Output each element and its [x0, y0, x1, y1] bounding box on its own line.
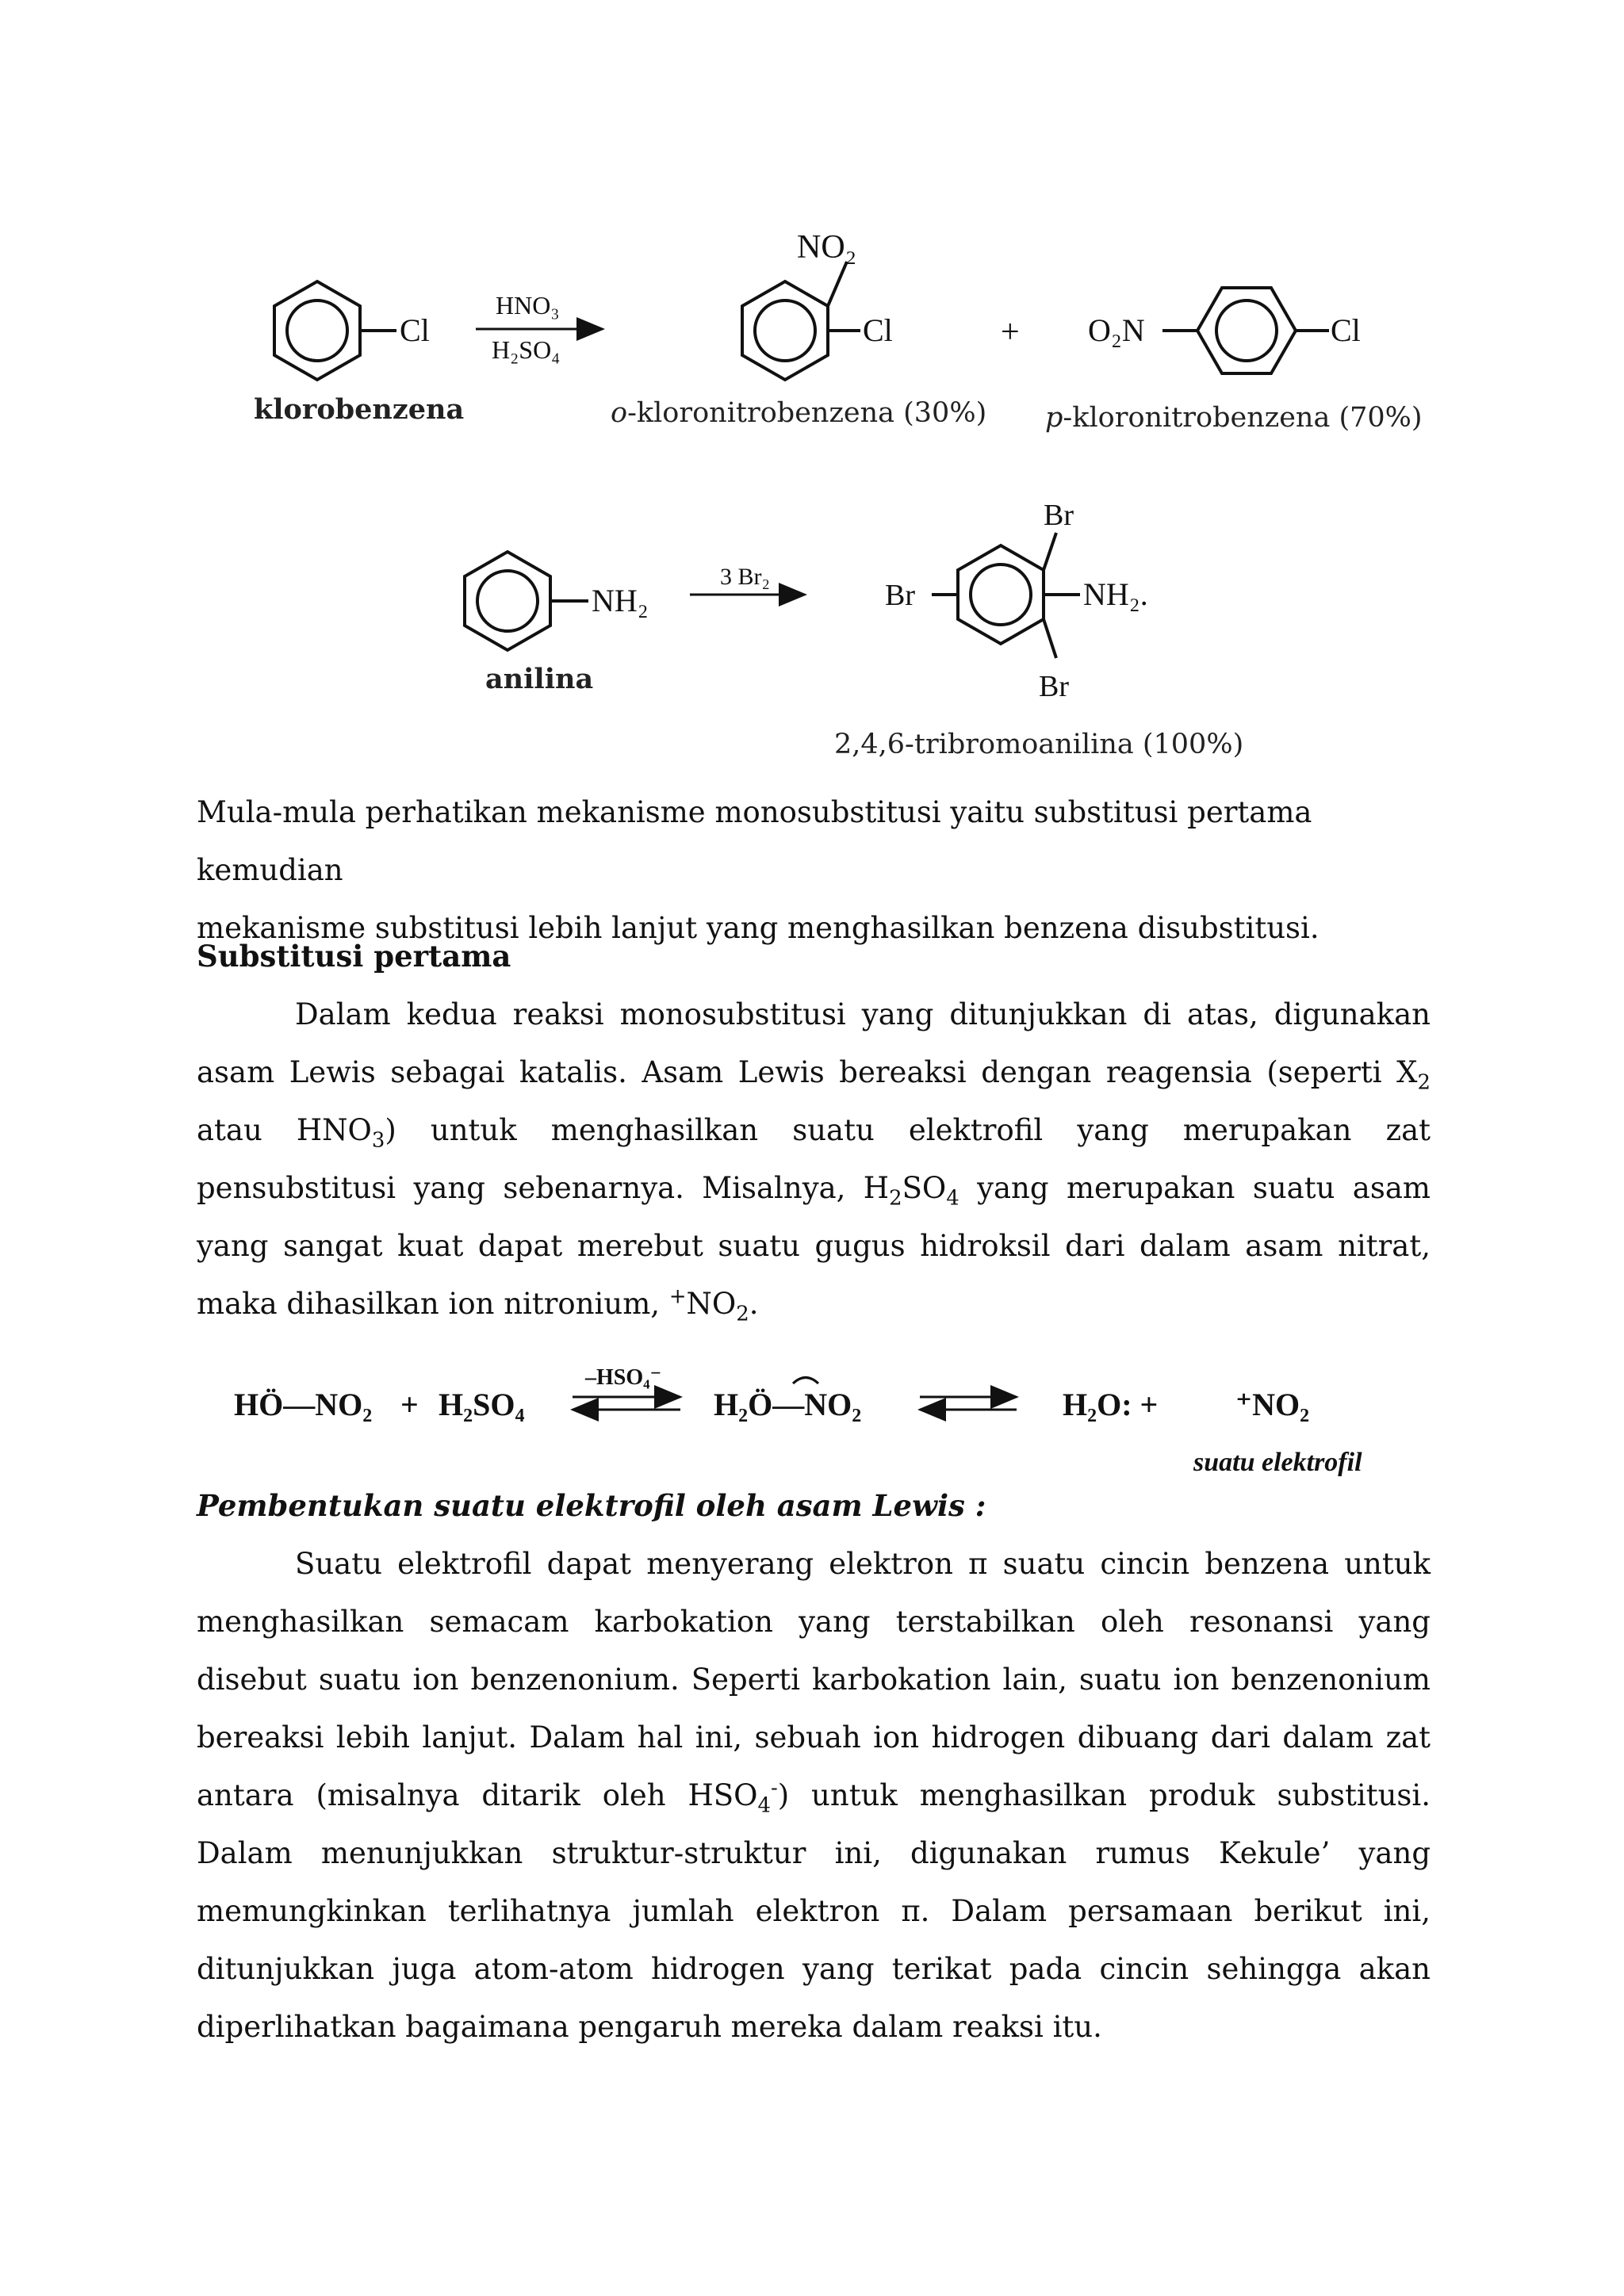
- ortho-cl: Cl: [863, 312, 893, 348]
- aniline-nh2: NH₂: [592, 583, 649, 618]
- intro-line-2: mekanisme substitusi lebih lanjut yang menghasilkan benzena disubstitusi.: [197, 911, 1320, 945]
- para-o2n-group: O₂N: [1088, 312, 1145, 348]
- reagent-3br2: 3 Br₂: [720, 564, 770, 590]
- section-2-heading: Pembentukan suatu elektrofil oleh asam Lewis :: [197, 1488, 986, 1523]
- eq-curved-arrow: [793, 1378, 818, 1384]
- tribromoaniline-name: 2,4,6-tribromoanilina (100%): [834, 729, 1244, 760]
- eq-water: H₂O: +: [1063, 1387, 1159, 1422]
- ortho-product-structure: [742, 262, 860, 380]
- eq-protonated-intermediate: H₂Ö—NO₂: [714, 1387, 862, 1422]
- section-substitusi-pertama: [197, 928, 1431, 1333]
- section-2-paragraph: Suatu elektrofil dapat menyerang elektron π suatu cincin benzena untuk menghasilkan semacam karbokation yang terstabilkan oleh resonansi yang disebut suatu ion benzenonium. Seperti karbokation lain, suatu ion benzenonium bereaksi lebih lanjut. Dalam hal ini, sebuah ion hidrogen dibuang dari dalam zat antara (misalnya ditarik oleh $HSO_4^-$) untuk menghasilkan produk substitusi. Dalam menunjukkan struktur-struktur ini, digunakan rumus Kekule’ yang memungkinkan terlihatnya jumlah elektron π. Dalam persamaan berikut ini, ditunjukkan juga atom-atom hidrogen yang terikat pada cincin sehingga akan diperlihatkan bagaimana pengaruh mereka dalam reaksi itu.: [197, 1547, 1431, 2044]
- eq-plus-1: +: [400, 1387, 419, 1422]
- eq-hono2: HÖ—NO₂: [234, 1387, 373, 1422]
- tribromo-br-bottom: Br: [1039, 670, 1069, 703]
- ortho-product-name: o-kloronitrobenzena (30%): [611, 397, 987, 429]
- para-cl: Cl: [1331, 312, 1361, 348]
- para-product-structure: [1162, 288, 1329, 373]
- tribromo-br-top: Br: [1044, 499, 1074, 532]
- tribromo-nh2: NH₂.: [1083, 576, 1148, 612]
- nitronium-equation: [234, 1365, 1362, 1477]
- intro-line-1: Mula-mula perhatikan mekanisme monosubstitusi yaitu substitusi pertama kemudian: [197, 795, 1312, 887]
- eq-arrow-1-label: –HSO₄⁻: [585, 1365, 662, 1390]
- eq-h2so4: H₂SO₄: [439, 1387, 525, 1422]
- eq-electrophile-label: suatu elektrofil: [1193, 1448, 1362, 1477]
- reagent-hno3: HNO₃: [496, 291, 560, 320]
- para-product-name: p-kloronitrobenzena (70%): [1045, 402, 1423, 434]
- chlorobenzene-structure: [274, 281, 396, 380]
- ortho-no2-group: NO₂: [797, 229, 857, 266]
- section-1-heading: Substitusi pertama: [197, 939, 511, 974]
- section-pembentukan-elektrofil: [197, 1477, 1431, 2056]
- plus-sign: +: [1001, 314, 1020, 350]
- chlorobenzene-name: klorobenzena: [254, 393, 465, 426]
- aniline-structure: [465, 552, 588, 650]
- chlorobenzene-cl: Cl: [400, 312, 430, 348]
- tribromoaniline-structure: [932, 533, 1080, 658]
- section-1-paragraph: Dalam kedua reaksi monosubstitusi yang ditunjukkan di atas, digunakan asam Lewis sebagai katalis. Asam Lewis bereaksi dengan reagensia (seperti $X_2$ atau $HNO_3$) untuk menghasilkan suatu elektrofil yang merupakan zat pensubstitusi yang sebenarnya. Misalnya, $H_2SO_4$ yang merupakan suatu asam yang sangat kuat dapat merebut suatu gugus hidroksil dari dalam asam nitrat, maka dihasilkan ion nitronium, $^+NO_2$.: [197, 997, 1431, 1326]
- aniline-name: anilina: [485, 663, 594, 695]
- reagent-h2so4: H₂SO₄: [492, 335, 561, 364]
- tribromo-br-left: Br: [885, 579, 915, 612]
- eq-nitronium: ⁺NO₂: [1235, 1387, 1310, 1422]
